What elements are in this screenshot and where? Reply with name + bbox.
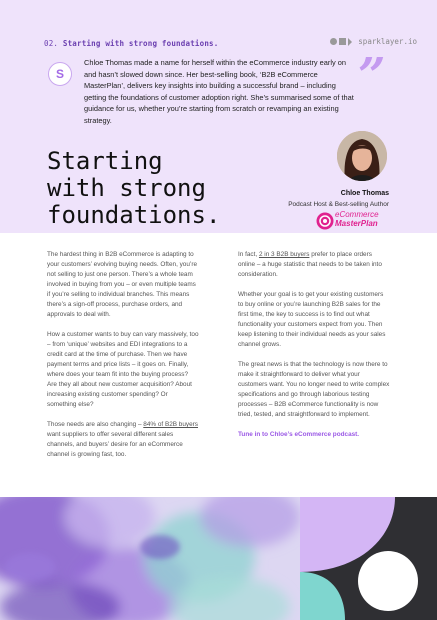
body-column-right [238, 250, 390, 450]
paragraph [238, 250, 390, 280]
ecommerce-masterplan-wordmark [335, 210, 379, 228]
paragraph: Whether your goal is to get your existing customers to buy online or you’re launching B2B sales for the first time, the key to success is to find out what functionality your customers expect from you. Then keep listening to their individual needs as your sales channel grows. [238, 291, 386, 348]
buyers-preference-link[interactable]: 2 in 3 B2B buyers [258, 251, 310, 258]
brand-logo[interactable] [330, 37, 417, 46]
page-title: Starting with strong foundations. [47, 147, 221, 229]
sparklayer-icon: S [48, 62, 72, 86]
paragraph: How a customer wants to buy can vary massively, too – from ‘unique’ websites and EDI integrations to a credit card at the time of purchase. Then we have payment terms and price lists – it goes on. Finally, where does your team fit into the buying process? Are they all about new customer acquisition? About increasing existing customer spending? Or something else? [47, 331, 199, 408]
quote-mark-icon: ” [358, 48, 386, 104]
section-heading [44, 39, 218, 48]
masterplan-badge-icon [316, 212, 334, 230]
author-avatar [337, 131, 387, 181]
logo-line-2: MasterPlan [335, 219, 378, 228]
intro-text: Chloe Thomas made a name for herself within the eCommerce industry early on and hasn’t slowed down since. Her best-selling book, ‘B2B eCommerce MasterPlan’, delivers key insights into building a successful brand – including getting the foundations of customer adoption right. She’s summarised some of that guidance for us, whether you’re starting from scratch or revamping an existing strategy. [84, 58, 354, 125]
podcast-link[interactable]: Tune in to Chloe’s eCommerce podcast. [238, 431, 360, 438]
brand-name: sparklayer.io [358, 37, 417, 46]
text-run: In fact, [238, 251, 259, 258]
paragraph: The great news is that the technology is now there to make it straightforward to deliver what your customers want. You no longer need to write complex specifications and go through laborious testing processes – B2B eCommerce functionality is now tried, tested, and straightforward to implement. [238, 361, 390, 418]
text-run: prefer to place orders online – a huge statistic that needs to be taken into consideration. [238, 251, 382, 278]
decorative-artwork [0, 497, 437, 620]
text-run: Those needs are also changing – [47, 421, 144, 428]
buyers-stat-link[interactable]: 84% of B2B buyers [143, 421, 198, 428]
paragraph [47, 420, 199, 460]
author-role: Podcast Host & Best-selling Author [288, 201, 389, 208]
author-name: Chloe Thomas [340, 190, 389, 197]
brand-mark-icon [330, 38, 352, 46]
text-run: want suppliers to offer several different sales channels, and buyers’ desire for an eCommerce channel is growing fast, too. [47, 431, 183, 458]
section-number: 02. [44, 39, 59, 48]
logo-line-1: eCommerce [335, 210, 379, 219]
body-column-left [47, 250, 199, 470]
paragraph: The hardest thing in B2B eCommerce is adapting to your customers’ evolving buying needs. Often, you’re not selling to just one person. There’s a whole team involved in buying from you – or even multiple teams if you’re selling to individual branches. This means there’s a sign-off process, purchase orders, and approvals to deal with. [47, 251, 198, 318]
section-title: Starting with strong foundations. [62, 39, 219, 48]
